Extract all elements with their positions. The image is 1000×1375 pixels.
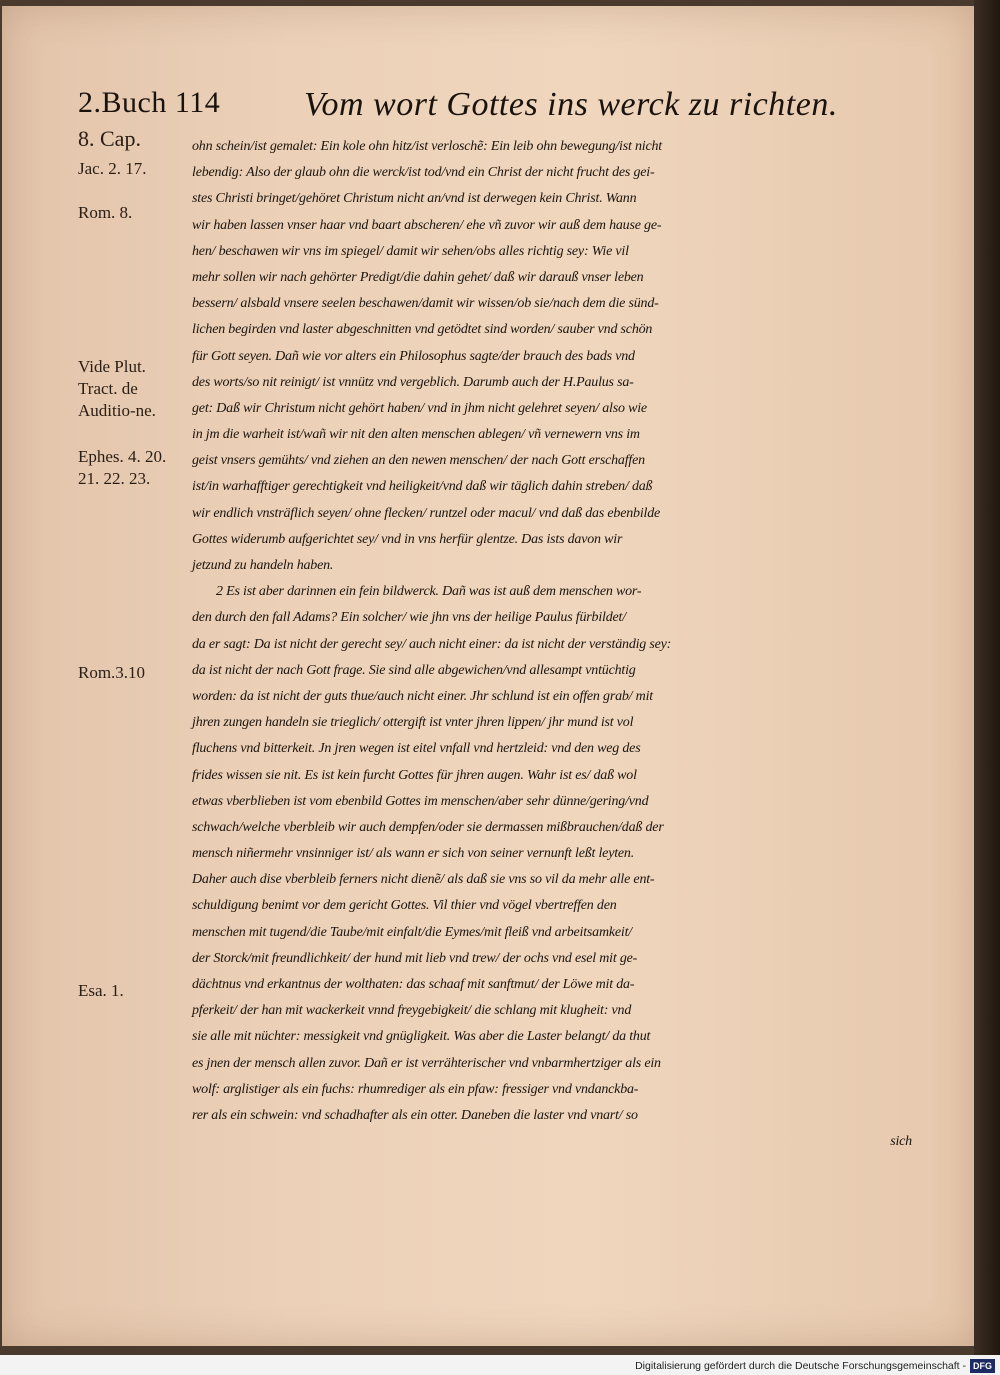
text-line: 2 Es ist aber darinnen ein fein bildwerck. Dañ was ist auß dem menschen wor-	[216, 584, 642, 600]
text-line: da er sagt: Da ist nicht der gerecht sey/ auch nicht einer: da ist nicht der verständig sey:	[192, 636, 672, 652]
margin-note-ephes: Ephes. 4. 20. 21. 22. 23.	[78, 447, 167, 488]
text-line: schwach/welche vberbleib wir auch dempfen/oder sie dermassen mißbrauchen/daß der	[192, 819, 664, 835]
text-line: mensch niñermehr vnsinniger ist/ als wann er sich von seiner vernunft leßt leyten.	[192, 846, 635, 862]
margin-note-chapter: 8. Cap.	[78, 126, 141, 151]
running-header	[2, 86, 974, 130]
text-line: ohn schein/ist gemalet: Ein kole ohn hitz/ist verloschẽ: Ein leib ohn bewegung/ist nicht	[192, 139, 662, 154]
margin-note-jac: Jac. 2. 17.	[78, 159, 147, 178]
text-line: mehr sollen wir nach gehörter Predigt/die dahin gehet/ daß wir darauß vnser leben	[192, 269, 644, 285]
text-line: wir endlich vnsträflich seyen/ ohne flecken/ runtzel oder macul/ vnd daß das ebenbilde	[192, 505, 661, 521]
margin-note-esa: Esa. 1.	[78, 981, 124, 1000]
text-line: der Storck/mit freundlichkeit/ der hund mit lieb vnd trew/ der ochs vnd esel mit ge-	[192, 950, 638, 966]
book-page-number: 2.Buch 114	[78, 86, 221, 119]
text-line: des worts/so nit reinigt/ ist vnnütz vnd vergeblich. Darumb auch der H.Paulus sa-	[192, 374, 634, 390]
text-line: es jnen der mensch allen zuvor. Dañ er ist verrähterischer vnd vnbarmhertziger als ein	[192, 1055, 661, 1071]
running-title: Vom wort Gottes ins werck zu richten.	[304, 86, 838, 123]
text-line: etwas vberblieben ist vom ebenbild Gottes im menschen/aber sehr dünne/gering/vnd	[192, 793, 649, 809]
text-line: rer als ein schwein: vnd schadhafter als ein otter. Daneben die laster vnd vnart/ so	[192, 1107, 638, 1123]
text-line: get: Daß wir Christum nicht gehört haben/ vnd in jhm nicht gelehret seyen/ also wie	[192, 400, 647, 416]
text-line: lichen begirden vnd laster abgeschnitten vnd getödtet sind worden/ sauber vnd schön	[192, 322, 653, 338]
text-line: Daher auch dise vberbleib ferners nicht dienẽ/ als daß sie vns so vil da mehr alle ent-	[192, 872, 655, 888]
text-line: für Gott seyen. Dañ wie vor alters ein Philosophus sagte/der brauch des bads vnd	[192, 348, 635, 364]
text-line: sich	[890, 1134, 912, 1150]
text-line: schuldigung benimt vor dem gericht Gottes. Vil thier vnd vögel vbertreffen den	[192, 898, 617, 914]
margin-note-plutarch: Vide Plut. Tract. de Auditio-ne.	[78, 357, 156, 420]
text-line: geist vnsers gemühts/ vnd ziehen an den newen menschen/ der nach Gott erschaffen	[192, 453, 645, 469]
digitization-footer	[600, 1358, 995, 1374]
book-page	[2, 6, 974, 1346]
text-line: menschen mit tugend/die Taube/mit einfalt/die Eymes/mit fleiß vnd arbeitsamkeit/	[192, 924, 632, 940]
text-line: frides wissen sie nit. Es ist kein furcht Gottes für jhren augen. Wahr ist es/ daß wol	[192, 767, 637, 783]
text-line: pferkeit/ der han mit wackerkeit vnnd freygebigkeit/ die schlang mit klugheit: vnd	[192, 1003, 632, 1019]
text-line: jetzund zu handeln haben.	[192, 558, 334, 573]
text-line: jhren zungen handeln sie trieglich/ ottergift ist vnter jhren lippen/ jhr mund ist vol	[192, 715, 634, 731]
margin-note-rom3: Rom.3.10	[78, 663, 146, 682]
text-line: sie alle mit nüchter: messigkeit vnd gnügligkeit. Was aber die Laster belangt/ da thut	[192, 1029, 651, 1045]
text-line: den durch den fall Adams? Ein solcher/ wie jhn vns der heilige Paulus fürbildet/	[192, 610, 626, 626]
margin-note-rom8: Rom. 8.	[78, 203, 133, 222]
footer-text: Digitalisierung gefördert durch die Deutsche Forschungsgemeinschaft -	[635, 1360, 966, 1372]
book-spine-edge	[974, 0, 1000, 1355]
text-line: fluchens vnd bitterkeit. Jn jren wegen ist eitel vnfall vnd hertzleid: vnd den weg des	[192, 741, 641, 757]
text-line: stes Christi bringet/gehöret Christum nicht an/vnd ist derwegen kein Christ. Wann	[192, 191, 637, 207]
dfg-logo: DFG	[970, 1359, 995, 1373]
text-line: bessern/ alsbald vnsere seelen beschawen/damit wir wissen/ob sie/nach dem die sünd-	[192, 296, 659, 312]
text-line: worden: da ist nicht der guts thue/auch nicht einer. Jhr schlund ist ein offen grab/ mit	[192, 688, 653, 704]
text-line: dächtnus vnd erkantnus der wolthaten: das schaaf mit sanftmut/ der Löwe mit da-	[192, 977, 635, 992]
text-line: wolf: arglistiger als ein fuchs: rhumrediger als ein pfaw: fressiger vnd vndanckba-	[192, 1081, 639, 1097]
text-line: Gottes widerumb aufgerichtet sey/ vnd in vns herfür glentze. Das ists davon wir	[192, 531, 623, 547]
text-line: lebendig: Also der glaub ohn die werck/ist tod/vnd ein Christ der nicht frucht des gei-	[192, 165, 655, 181]
text-line: ist/in warhafftiger gerechtigkeit vnd heiligkeit/vnd daß wir täglich dahin streben/ daß	[192, 479, 653, 495]
text-line: in jm die warheit ist/wañ wir nit den alten menschen ablegen/ vñ vernewern vns im	[192, 427, 640, 443]
text-line: hen/ beschawen wir vns im spiegel/ damit wir sehen/obs alles richtig sey: Wie vil	[192, 243, 629, 259]
text-line: da ist nicht der nach Gott frage. Sie sind alle abgewichen/vnd allesampt vntüchtig	[192, 662, 636, 678]
body-text	[192, 134, 942, 1155]
text-line: wir haben lassen vnser haar vnd baart abscheren/ ehe vñ zuvor wir auß dem hause ge-	[192, 217, 662, 233]
